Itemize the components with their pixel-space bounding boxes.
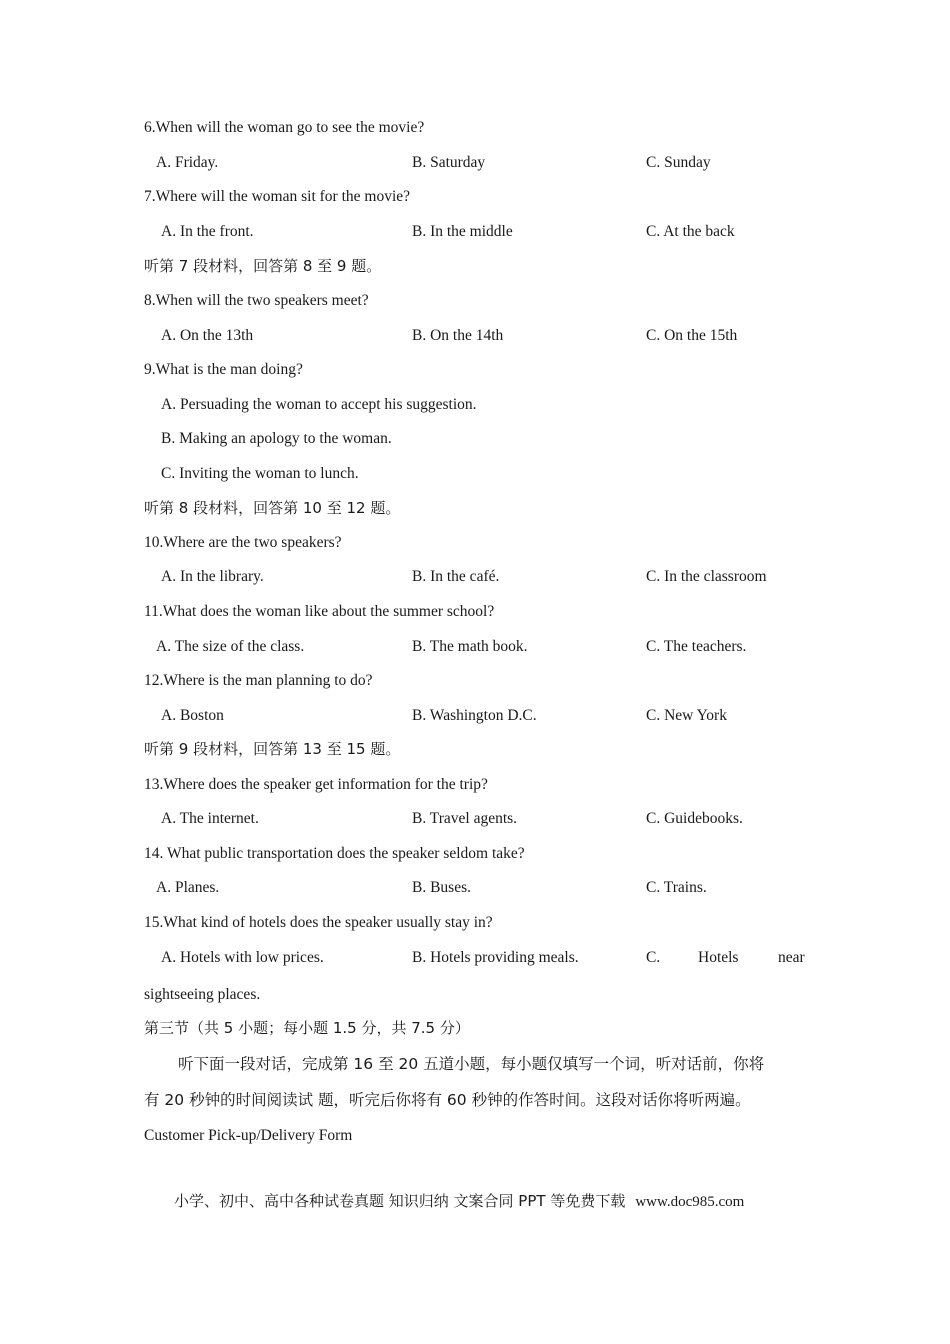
question-9-option-b: B. Making an apology to the woman. bbox=[161, 430, 392, 447]
question-7-stem: 7.Where will the woman sit for the movie? bbox=[144, 188, 411, 205]
question-12-option-c: C. New York bbox=[646, 707, 727, 724]
question-15-option-c-letter: C. bbox=[646, 949, 661, 966]
question-15-option-c-word2: near bbox=[778, 949, 805, 966]
question-11-option-b: B. The math book. bbox=[412, 638, 528, 655]
question-13-option-a: A. The internet. bbox=[161, 810, 259, 827]
section-header-8: 听第 8 段材料，回答第 10 至 12 题。 bbox=[144, 499, 401, 517]
question-11-option-c: C. The teachers. bbox=[646, 638, 747, 655]
question-10-stem: 10.Where are the two speakers? bbox=[144, 534, 342, 551]
question-14-stem: 14. What public transportation does the speaker seldom take? bbox=[144, 845, 525, 862]
form-title: Customer Pick-up/Delivery Form bbox=[144, 1127, 353, 1144]
question-15-stem: 15.What kind of hotels does the speaker usually stay in? bbox=[144, 914, 493, 931]
question-10-option-c: C. In the classroom bbox=[646, 568, 767, 585]
question-9-stem: 9.What is the man doing? bbox=[144, 361, 303, 378]
question-14-option-c: C. Trains. bbox=[646, 879, 707, 896]
question-8-option-c: C. On the 15th bbox=[646, 327, 738, 344]
question-15-option-c-continued: sightseeing places. bbox=[144, 986, 261, 1003]
question-14-option-a: A. Planes. bbox=[156, 879, 220, 896]
question-8-option-b: B. On the 14th bbox=[412, 327, 504, 344]
question-12-option-a: A. Boston bbox=[161, 707, 224, 724]
section-3-title: 第三节（共 5 小题；每小题 1.5 分，共 7.5 分） bbox=[144, 1019, 470, 1037]
question-13-option-b: B. Travel agents. bbox=[412, 810, 518, 827]
question-12-stem: 12.Where is the man planning to do? bbox=[144, 672, 373, 689]
question-6-option-a: A. Friday. bbox=[156, 154, 219, 171]
question-7-option-a: A. In the front. bbox=[161, 223, 254, 240]
question-6-option-c: C. Sunday bbox=[646, 154, 711, 171]
question-9-option-a: A. Persuading the woman to accept his suggestion. bbox=[161, 396, 477, 413]
footer-url: www.doc985.com bbox=[635, 1194, 745, 1210]
question-6-stem: 6.When will the woman go to see the movie? bbox=[144, 119, 425, 136]
question-13-stem: 13.Where does the speaker get information for the trip? bbox=[144, 776, 488, 793]
question-8-stem: 8.When will the two speakers meet? bbox=[144, 292, 369, 309]
question-11-stem: 11.What does the woman like about the summer school? bbox=[144, 603, 495, 620]
question-9-option-c: C. Inviting the woman to lunch. bbox=[161, 465, 359, 482]
section-header-9: 听第 9 段材料，回答第 13 至 15 题。 bbox=[144, 740, 401, 758]
question-13-option-c: C. Guidebooks. bbox=[646, 810, 743, 827]
section-3-instructions-line-1: 听下面一段对话，完成第 16 至 20 五道小题，每小题仅填写一个词，听对话前，你将 bbox=[178, 1055, 765, 1073]
section-3-instructions-line-2: 有 20 秒钟的时间阅读试 题，听完后你将有 60 秒钟的作答时间。这段对话你将听两遍。 bbox=[144, 1091, 751, 1109]
question-12-option-b: B. Washington D.C. bbox=[412, 707, 537, 724]
question-15-option-c-word1: Hotels bbox=[698, 949, 739, 966]
question-7-option-c: C. At the back bbox=[646, 223, 735, 240]
question-15-option-a: A. Hotels with low prices. bbox=[161, 949, 324, 966]
question-15-option-b: B. Hotels providing meals. bbox=[412, 949, 579, 966]
question-7-option-b: B. In the middle bbox=[412, 223, 513, 240]
question-10-option-b: B. In the café. bbox=[412, 568, 500, 585]
footer-text: 小学、初中、高中各种试卷真题 知识归纳 文案合同 PPT 等免费下载 bbox=[174, 1192, 626, 1210]
question-14-option-b: B. Buses. bbox=[412, 879, 471, 896]
question-6-option-b: B. Saturday bbox=[412, 154, 486, 171]
section-header-7: 听第 7 段材料，回答第 8 至 9 题。 bbox=[144, 257, 382, 275]
question-11-option-a: A. The size of the class. bbox=[156, 638, 305, 655]
page-footer bbox=[174, 1191, 744, 1212]
question-10-option-a: A. In the library. bbox=[161, 568, 264, 585]
question-8-option-a: A. On the 13th bbox=[161, 327, 254, 344]
